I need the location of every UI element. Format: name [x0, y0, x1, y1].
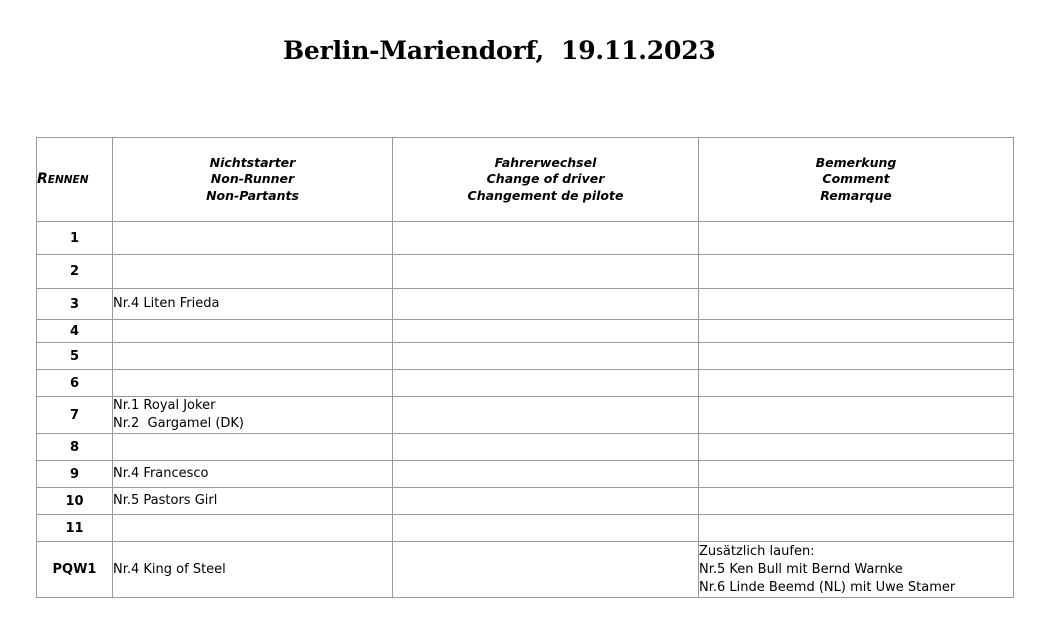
header-comment-fr: Remarque — [820, 187, 892, 203]
non-runner-cell-line: Nr.1 Royal Joker — [113, 398, 216, 413]
driver-change-cell — [393, 222, 699, 255]
comment-cell — [699, 343, 1014, 370]
non-runner-cell-line: Nr.2 Gargamel (DK) — [113, 416, 245, 431]
race-number: 5 — [37, 343, 113, 370]
header-driver-change — [393, 138, 699, 222]
table-row — [37, 397, 1014, 434]
page-title: Berlin-Mariendorf, 19.11.2023 — [283, 36, 716, 65]
table-row — [37, 222, 1014, 255]
driver-change-cell — [393, 461, 699, 488]
driver-change-cell — [393, 488, 699, 515]
table-row — [37, 320, 1014, 343]
non-runner-cell — [113, 255, 393, 289]
non-runner-cell — [113, 320, 393, 343]
non-runner-cell-line: Nr.4 Liten Frieda — [113, 296, 220, 311]
driver-change-cell — [393, 255, 699, 289]
non-runner-cell — [113, 434, 393, 461]
driver-change-cell — [393, 370, 699, 397]
table-row — [37, 255, 1014, 289]
race-number: 4 — [37, 320, 113, 343]
non-runner-cell — [113, 370, 393, 397]
race-number: 10 — [37, 488, 113, 515]
header-non-runner-fr: Non-Partants — [206, 187, 299, 203]
driver-change-cell — [393, 343, 699, 370]
table-body — [37, 222, 1014, 598]
non-runner-cell — [113, 461, 393, 488]
comment-cell — [699, 488, 1014, 515]
header-driver-change-en: Change of driver — [486, 171, 605, 187]
table-row — [37, 461, 1014, 488]
header-comment — [699, 138, 1014, 222]
driver-change-cell — [393, 434, 699, 461]
non-runner-cell-line: Nr.4 Francesco — [113, 466, 209, 481]
header-race — [37, 138, 113, 222]
comment-cell — [699, 320, 1014, 343]
table-row — [37, 434, 1014, 461]
race-number: 7 — [37, 397, 113, 434]
table-row — [37, 343, 1014, 370]
driver-change-cell — [393, 515, 699, 542]
race-number: 2 — [37, 255, 113, 289]
comment-cell — [699, 222, 1014, 255]
header-driver-change-fr: Changement de pilote — [467, 187, 624, 203]
non-runner-cell-line: Nr.5 Pastors Girl — [113, 493, 218, 508]
non-runner-cell — [113, 343, 393, 370]
comment-cell — [699, 515, 1014, 542]
table-row — [37, 289, 1014, 320]
driver-change-cell — [393, 320, 699, 343]
non-runner-cell — [113, 515, 393, 542]
race-number: 6 — [37, 370, 113, 397]
header-comment-en: Comment — [822, 171, 890, 187]
comment-cell — [699, 370, 1014, 397]
race-number: 1 — [37, 222, 113, 255]
race-number: 9 — [37, 461, 113, 488]
non-runner-cell-line: Nr.4 King of Steel — [113, 561, 226, 577]
header-row — [37, 138, 1014, 222]
comment-cell — [699, 397, 1014, 434]
table-row — [37, 515, 1014, 542]
header-non-runner-en: Non-Runner — [210, 171, 295, 187]
header-non-runner-de: Nichtstarter — [209, 154, 296, 170]
race-number: 3 — [37, 289, 113, 320]
table-row — [37, 542, 1014, 598]
driver-change-cell — [393, 289, 699, 320]
table-row — [37, 488, 1014, 515]
comment-cell — [699, 255, 1014, 289]
non-runner-cell — [113, 488, 393, 515]
non-runner-cell — [113, 222, 393, 255]
comment-cell-line: Nr.5 Ken Bull mit Bernd Warnke — [699, 561, 903, 577]
comment-cell — [699, 461, 1014, 488]
comment-cell — [699, 542, 1014, 598]
race-number: PQW1 — [37, 542, 113, 598]
table-row — [37, 370, 1014, 397]
comment-cell-line: Nr.6 Linde Beemd (NL) mit Uwe Stamer — [699, 579, 956, 595]
header-comment-de: Bemerkung — [815, 154, 897, 170]
race-number: 8 — [37, 434, 113, 461]
header-race-label: RENNEN — [37, 170, 89, 187]
comment-cell — [699, 289, 1014, 320]
driver-change-cell — [393, 542, 699, 598]
non-runner-cell — [113, 397, 393, 434]
comment-cell-line: Zusätzlich laufen: — [699, 543, 815, 559]
driver-change-cell — [393, 397, 699, 434]
comment-cell — [699, 434, 1014, 461]
non-runner-cell — [113, 542, 393, 598]
header-driver-change-de: Fahrerwechsel — [494, 154, 597, 170]
header-non-runner — [113, 138, 393, 222]
non-runner-cell — [113, 289, 393, 320]
race-changes-table — [36, 137, 1014, 598]
race-number: 11 — [37, 515, 113, 542]
